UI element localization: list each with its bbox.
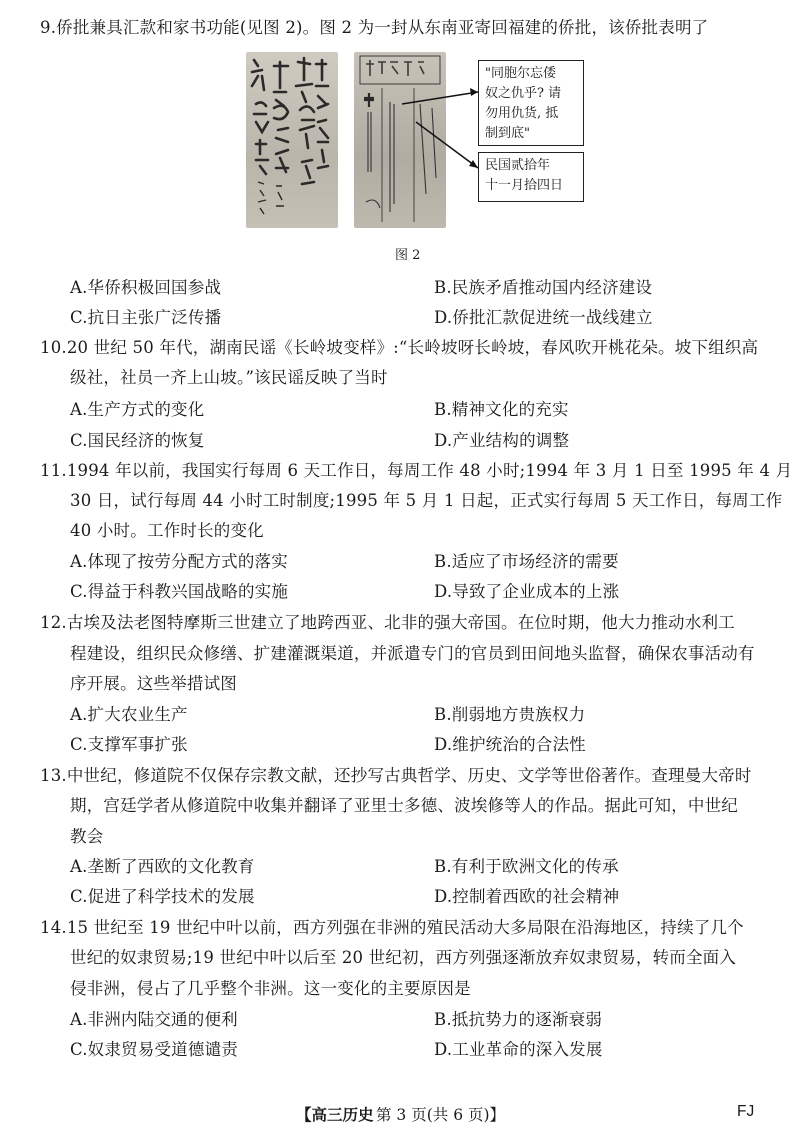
q9-stem: 9.侨批兼具汇款和家书功能(见图 2)。图 2 为一封从东南亚寄回福建的侨批，该侨批表明了: [40, 18, 709, 37]
q9-option-c[interactable]: C.抗日主张广泛传播: [70, 308, 222, 327]
q11-option-a[interactable]: A.体现了按劳分配方式的落实: [70, 552, 288, 571]
q13-stem-line-2: 期，宫廷学者从修道院中收集并翻译了亚里士多德、波埃修等人的作品。据此可知，中世纪: [70, 796, 738, 815]
q13-option-b[interactable]: B.有利于欧洲文化的传承: [434, 857, 619, 876]
q9-option-d[interactable]: D.侨批汇款促进统一战线建立: [434, 308, 653, 327]
footer-page-number: 第 3 页(共 6 页)】: [376, 1106, 506, 1124]
q9-option-b[interactable]: B.民族矛盾推动国内经济建设: [434, 278, 653, 297]
q14-option-d[interactable]: D.工业革命的深入发展: [434, 1040, 603, 1059]
q12-stem-line-3: 序开展。这些举措试图: [70, 674, 237, 693]
q12-stem-line-1: 12.古埃及法老图特摩斯三世建立了地跨西亚、北非的强大帝国。在位时期，他大力推动水利工: [40, 613, 735, 632]
q11-option-b[interactable]: B.适应了市场经济的需要: [434, 552, 619, 571]
q13-option-c[interactable]: C.促进了科学技术的发展: [70, 887, 255, 906]
q10-stem-line-1: 10.20 世纪 50 年代，湖南民谣《长岭坡变样》:“长岭坡呀长岭坡，春风吹开桃花朵。坡下组织高: [40, 338, 759, 357]
q11-stem-line-1: 11.1994 年以前，我国实行每周 6 天工作日，每周工作 48 小时;1994 年 3 月 1 日至 1995 年 4 月: [40, 461, 793, 480]
figure-caption: 图 2: [395, 248, 421, 263]
q10-option-b[interactable]: B.精神文化的充实: [434, 400, 569, 419]
q14-option-a[interactable]: A.非洲内陆交通的便利: [70, 1010, 238, 1029]
q9-option-a[interactable]: A.华侨积极回国参战: [70, 278, 222, 297]
footer-subject: 【高三历史: [296, 1105, 374, 1124]
q13-stem-line-1: 13.中世纪，修道院不仅保存宗教文献，还抄写古典哲学、历史、文学等世俗著作。查理曼大帝时: [40, 766, 752, 785]
figure-2: [246, 52, 586, 230]
q13-stem-line-3: 教会: [70, 827, 104, 846]
q14-stem-line-2: 世纪的奴隶贸易;19 世纪中叶以后至 20 世纪初，西方列强逐渐放弃奴隶贸易，转而全面入: [70, 948, 737, 967]
q11-stem-line-3: 40 小时。工作时长的变化: [70, 521, 264, 540]
q12-option-a[interactable]: A.扩大农业生产: [70, 705, 188, 724]
q12-stem-line-2: 程建设，组织民众修缮、扩建灌溉渠道，并派遣专门的官员到田间地头监督，确保农事活动有: [70, 644, 755, 663]
q13-option-a[interactable]: A.垄断了西欧的文化教育: [70, 857, 255, 876]
footer-region-code: FJ: [737, 1103, 755, 1120]
q14-stem-line-1: 14.15 世纪至 19 世纪中叶以前，西方列强在非洲的殖民活动大多局限在沿海地区，持续了几个: [40, 918, 744, 937]
q12-option-d[interactable]: D.维护统治的合法性: [434, 735, 586, 754]
q10-option-d[interactable]: D.产业结构的调整: [434, 431, 570, 450]
q10-option-a[interactable]: A.生产方式的变化: [70, 400, 205, 419]
callout-date: 民国贰拾年 十一月拾四日: [478, 152, 584, 202]
q11-option-d[interactable]: D.导致了企业成本的上涨: [434, 582, 620, 601]
q14-option-c[interactable]: C.奴隶贸易受道德谴责: [70, 1040, 238, 1059]
q14-option-b[interactable]: B.抵抗势力的逐渐衰弱: [434, 1010, 603, 1029]
q12-option-c[interactable]: C.支撑军事扩张: [70, 735, 188, 754]
q14-stem-line-3: 侵非洲，侵占了几乎整个非洲。这一变化的主要原因是: [70, 979, 471, 998]
q10-option-c[interactable]: C.国民经济的恢复: [70, 431, 205, 450]
q13-option-d[interactable]: D.控制着西欧的社会精神: [434, 887, 620, 906]
q11-stem-line-2: 30 日，试行每周 44 小时工时制度;1995 年 5 月 1 日起，正式实行每周 5 天工作日，每周工作: [70, 491, 783, 510]
callout-slogan: "同胞尔忘倭 奴之仇乎? 请 勿用仇货, 抵 制到底": [478, 60, 584, 146]
q12-option-b[interactable]: B.削弱地方贵族权力: [434, 705, 586, 724]
q10-stem-line-2: 级社，社员一齐上山坡。”该民谣反映了当时: [70, 368, 388, 387]
q11-option-c[interactable]: C.得益于科教兴国战略的实施: [70, 582, 289, 601]
